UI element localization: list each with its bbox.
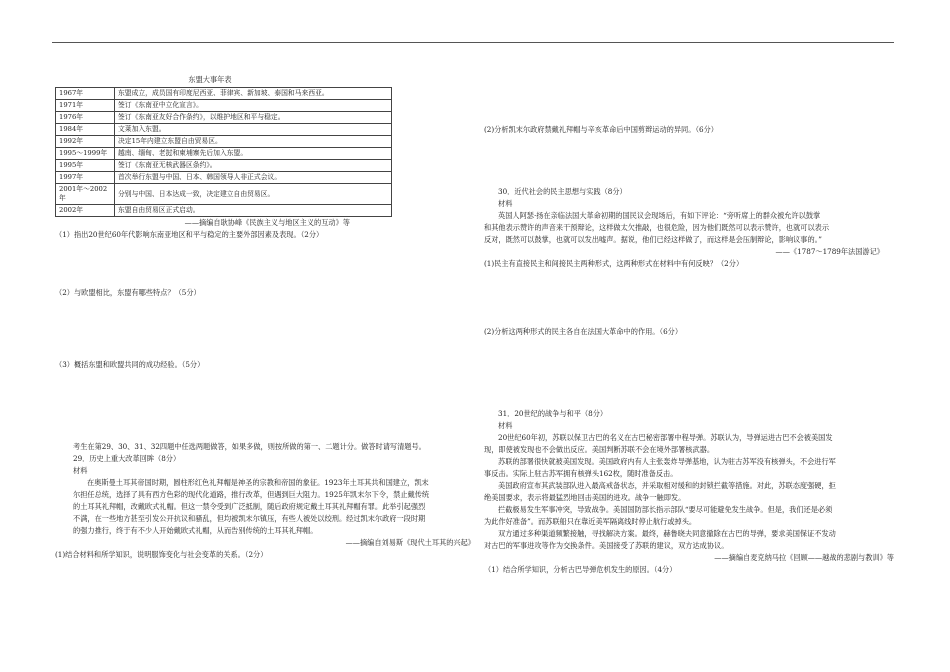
table-title: 东盟大事年表 <box>188 75 232 84</box>
table-row <box>56 88 392 100</box>
q29-heading: 29．历史上重大改革回眸（8分） <box>73 454 181 463</box>
table-cell-year: 1992年 <box>56 136 115 148</box>
table-cell-event: 签订《东南亚友好合作条约》，以维护地区和平与稳定。 <box>115 112 392 124</box>
q31-material-label: 材料 <box>498 421 513 430</box>
q30-line: 英国人阿瑟·扬在亲临法国大革命初期的国民议会现场后，有如下评论：“旁听席上的群众被允许以鼓掌 <box>498 211 821 220</box>
q30-heading: 30．近代社会的民主思想与实践（8分） <box>498 187 627 196</box>
table-row <box>56 136 392 148</box>
q31-sub1: （1）结合所学知识，分析古巴导弹危机发生的原因。（4分） <box>484 565 677 574</box>
q31-line: 双方通过多种渠道频繁接触，寻找解决方案。最终，赫鲁晓夫同意撤除在古巴的导弹，要求美国保证不发动 <box>498 529 836 538</box>
table-row <box>56 184 392 205</box>
question-3: （3）概括东盟和欧盟共同的成功经验。（5分） <box>55 360 205 369</box>
table-row <box>56 100 392 112</box>
q30-material <box>484 210 894 246</box>
q29-material-label: 材料 <box>73 466 88 475</box>
table-cell-event: 越南、缅甸、老挝和柬埔寨先后加入东盟。 <box>115 148 392 160</box>
table-row <box>56 112 392 124</box>
table-cell-event: 东盟自由贸易区正式启动。 <box>115 205 392 217</box>
q30-source: ——《1787～1789年法国游记》 <box>775 247 884 256</box>
q30-sub2: (2)分析这两种形式的民主各自在法国大革命中的作用。（6分） <box>484 327 683 336</box>
table-row <box>56 160 392 172</box>
question-1: （1）指出20世纪60年代影响东南亚地区和平与稳定的主要外部因素及表现。（2分） <box>55 230 324 239</box>
q29-sub1: (1)结合材料和所学知识，说明服饰变化与社会变革的关系。（2分） <box>55 550 268 559</box>
q29-line: 的土耳其礼拜帽，改戴欧式礼帽。但这一禁令受到广泛抵制，随后政府规定戴土耳其礼拜帽有罪。此举引起强烈 <box>73 502 426 511</box>
left-column <box>55 74 475 561</box>
table-source: ——摘编自耿协峰《民族主义与地区主义的互动》等 <box>184 218 350 227</box>
table-cell-event: 东盟成立，成员国有印度尼西亚、菲律宾、新加坡、泰国和马来西亚。 <box>115 88 392 100</box>
q29-line: 尔担任总统，选择了具有西方色彩的现代化道路，推行改革，但遇到巨大阻力。1925年凯末尔下令，禁止戴传统 <box>73 490 430 499</box>
q31-material <box>484 432 894 552</box>
asean-timeline-table <box>55 87 392 217</box>
table-cell-year: 1971年 <box>56 100 115 112</box>
question-2: （2）与欧盟相比，东盟有哪些特点？（5分） <box>55 288 201 297</box>
q29-line: 的强力推行，终于有不少人开始戴欧式礼帽，从而告别传统的土耳其礼拜帽。 <box>73 526 318 535</box>
q31-line: 苏联的部署很快就被美国发现。美国政府内有人主张轰炸导弹基地，认为驻古苏军没有核弹头，不会进行军 <box>498 457 836 466</box>
table-cell-event: 分别与中国、日本达成一致，决定建立自由贸易区。 <box>115 184 392 205</box>
q30-line: 反对，既然可以鼓掌，也就可以发出嘘声。据说，他们已经这样做了，而这样是会压制辩论，影响议事的。” <box>484 235 822 244</box>
right-column <box>484 124 894 576</box>
q29-sub2: (2)分析凯末尔政府禁戴礼拜帽与辛亥革命后中国剪辫运动的异同。（6分） <box>484 125 718 134</box>
table-cell-event: 首次举行东盟与中国、日本、韩国领导人非正式会议。 <box>115 172 392 184</box>
table-cell-year: 1995年 <box>56 160 115 172</box>
table-cell-year: 1976年 <box>56 112 115 124</box>
q31-line: 美国政府宣布其武装部队进入最高戒备状态，并采取相对缓和的封锁拦截等措施。对此，苏联态度强硬，拒 <box>498 481 836 490</box>
choice-instruction: 考生在第29、30、31、32四题中任选两题做答，如果多做，则按所做的第一、二题计分。做答时请写清题号。 <box>73 442 426 451</box>
table-row <box>56 124 392 136</box>
q29-source: ——摘编自刘易斯《现代土耳其的兴起》 <box>345 538 475 547</box>
q31-source: ——摘编自麦克纳马拉《回顾——越战的悲剧与教训》等 <box>714 553 894 562</box>
q31-line: 为此作好准备”。而苏联船只在靠近美军隔离线时停止航行或掉头。 <box>484 517 697 526</box>
table-cell-year: 1997年 <box>56 172 115 184</box>
q30-sub1: (1)民主有直接民主和间接民主两种形式，这两种形式在材料中有何反映？（2分） <box>484 259 744 268</box>
table-row <box>56 148 392 160</box>
table-row <box>56 205 392 217</box>
table-cell-event: 签订《东南亚无核武器区条约》。 <box>115 160 392 172</box>
q29-material <box>73 477 473 537</box>
q31-line: 绝美国要求，表示将最猛烈地回击美国的进攻。战争一触即发。 <box>484 493 686 502</box>
q29-line: 在奥斯曼土耳其帝国时期，圆柱形红色礼拜帽是神圣的宗教和帝国的象征。1923年土耳其共和国建立，凯末 <box>87 478 429 487</box>
q30-material-label: 材料 <box>498 199 513 208</box>
q31-line: 现，即使被发现也不会做出反应。美国判断苏联不会在境外部署核武器。 <box>484 445 715 454</box>
table-cell-event: 决定15年内建立东盟自由贸易区。 <box>115 136 392 148</box>
q31-line: 对古巴的军事进攻等作为交换条件。美国接受了苏联的建议，双方达成协议。 <box>484 541 729 550</box>
table-cell-year: 1984年 <box>56 124 115 136</box>
table-cell-year: 2001年～2002年 <box>56 184 115 205</box>
table-cell-year: 1967年 <box>56 88 115 100</box>
q29-line: 不满，在一些地方甚至引发公开抗议和骚乱，但均被凯末尔镇压，有些人被处以绞刑。经过凯末尔政府一段时期 <box>73 514 426 523</box>
table-cell-event: 签订《东南亚中立化宣言》。 <box>115 100 392 112</box>
table-row <box>56 172 392 184</box>
table-cell-event: 文莱加入东盟。 <box>115 124 392 136</box>
q31-heading: 31．20世纪的战争与和平（8分） <box>498 409 608 418</box>
q31-line: 事反击。实际上驻古苏军拥有核弹头162枚，随时准备反击。 <box>484 469 678 478</box>
q31-line: 20世纪60年初，苏联以保卫古巴的名义在古巴秘密部署中程导弹。苏联认为，导弹运进古巴不会被美国发 <box>498 433 833 442</box>
table-cell-year: 1995～1999年 <box>56 148 115 160</box>
q30-line: 和其他表示赞许的声音来干预辩论，这样做太欠推敲，也很危险，因为他们既然可以表示赞许，也就可以表示 <box>484 223 830 232</box>
header-rule <box>52 42 894 43</box>
table-cell-year: 2002年 <box>56 205 115 217</box>
q31-line: 拦截极易发生军事冲突，导致战争。美国国防部长指示部队“要尽可能避免发生战争。但是，我们还是必须 <box>498 505 833 514</box>
